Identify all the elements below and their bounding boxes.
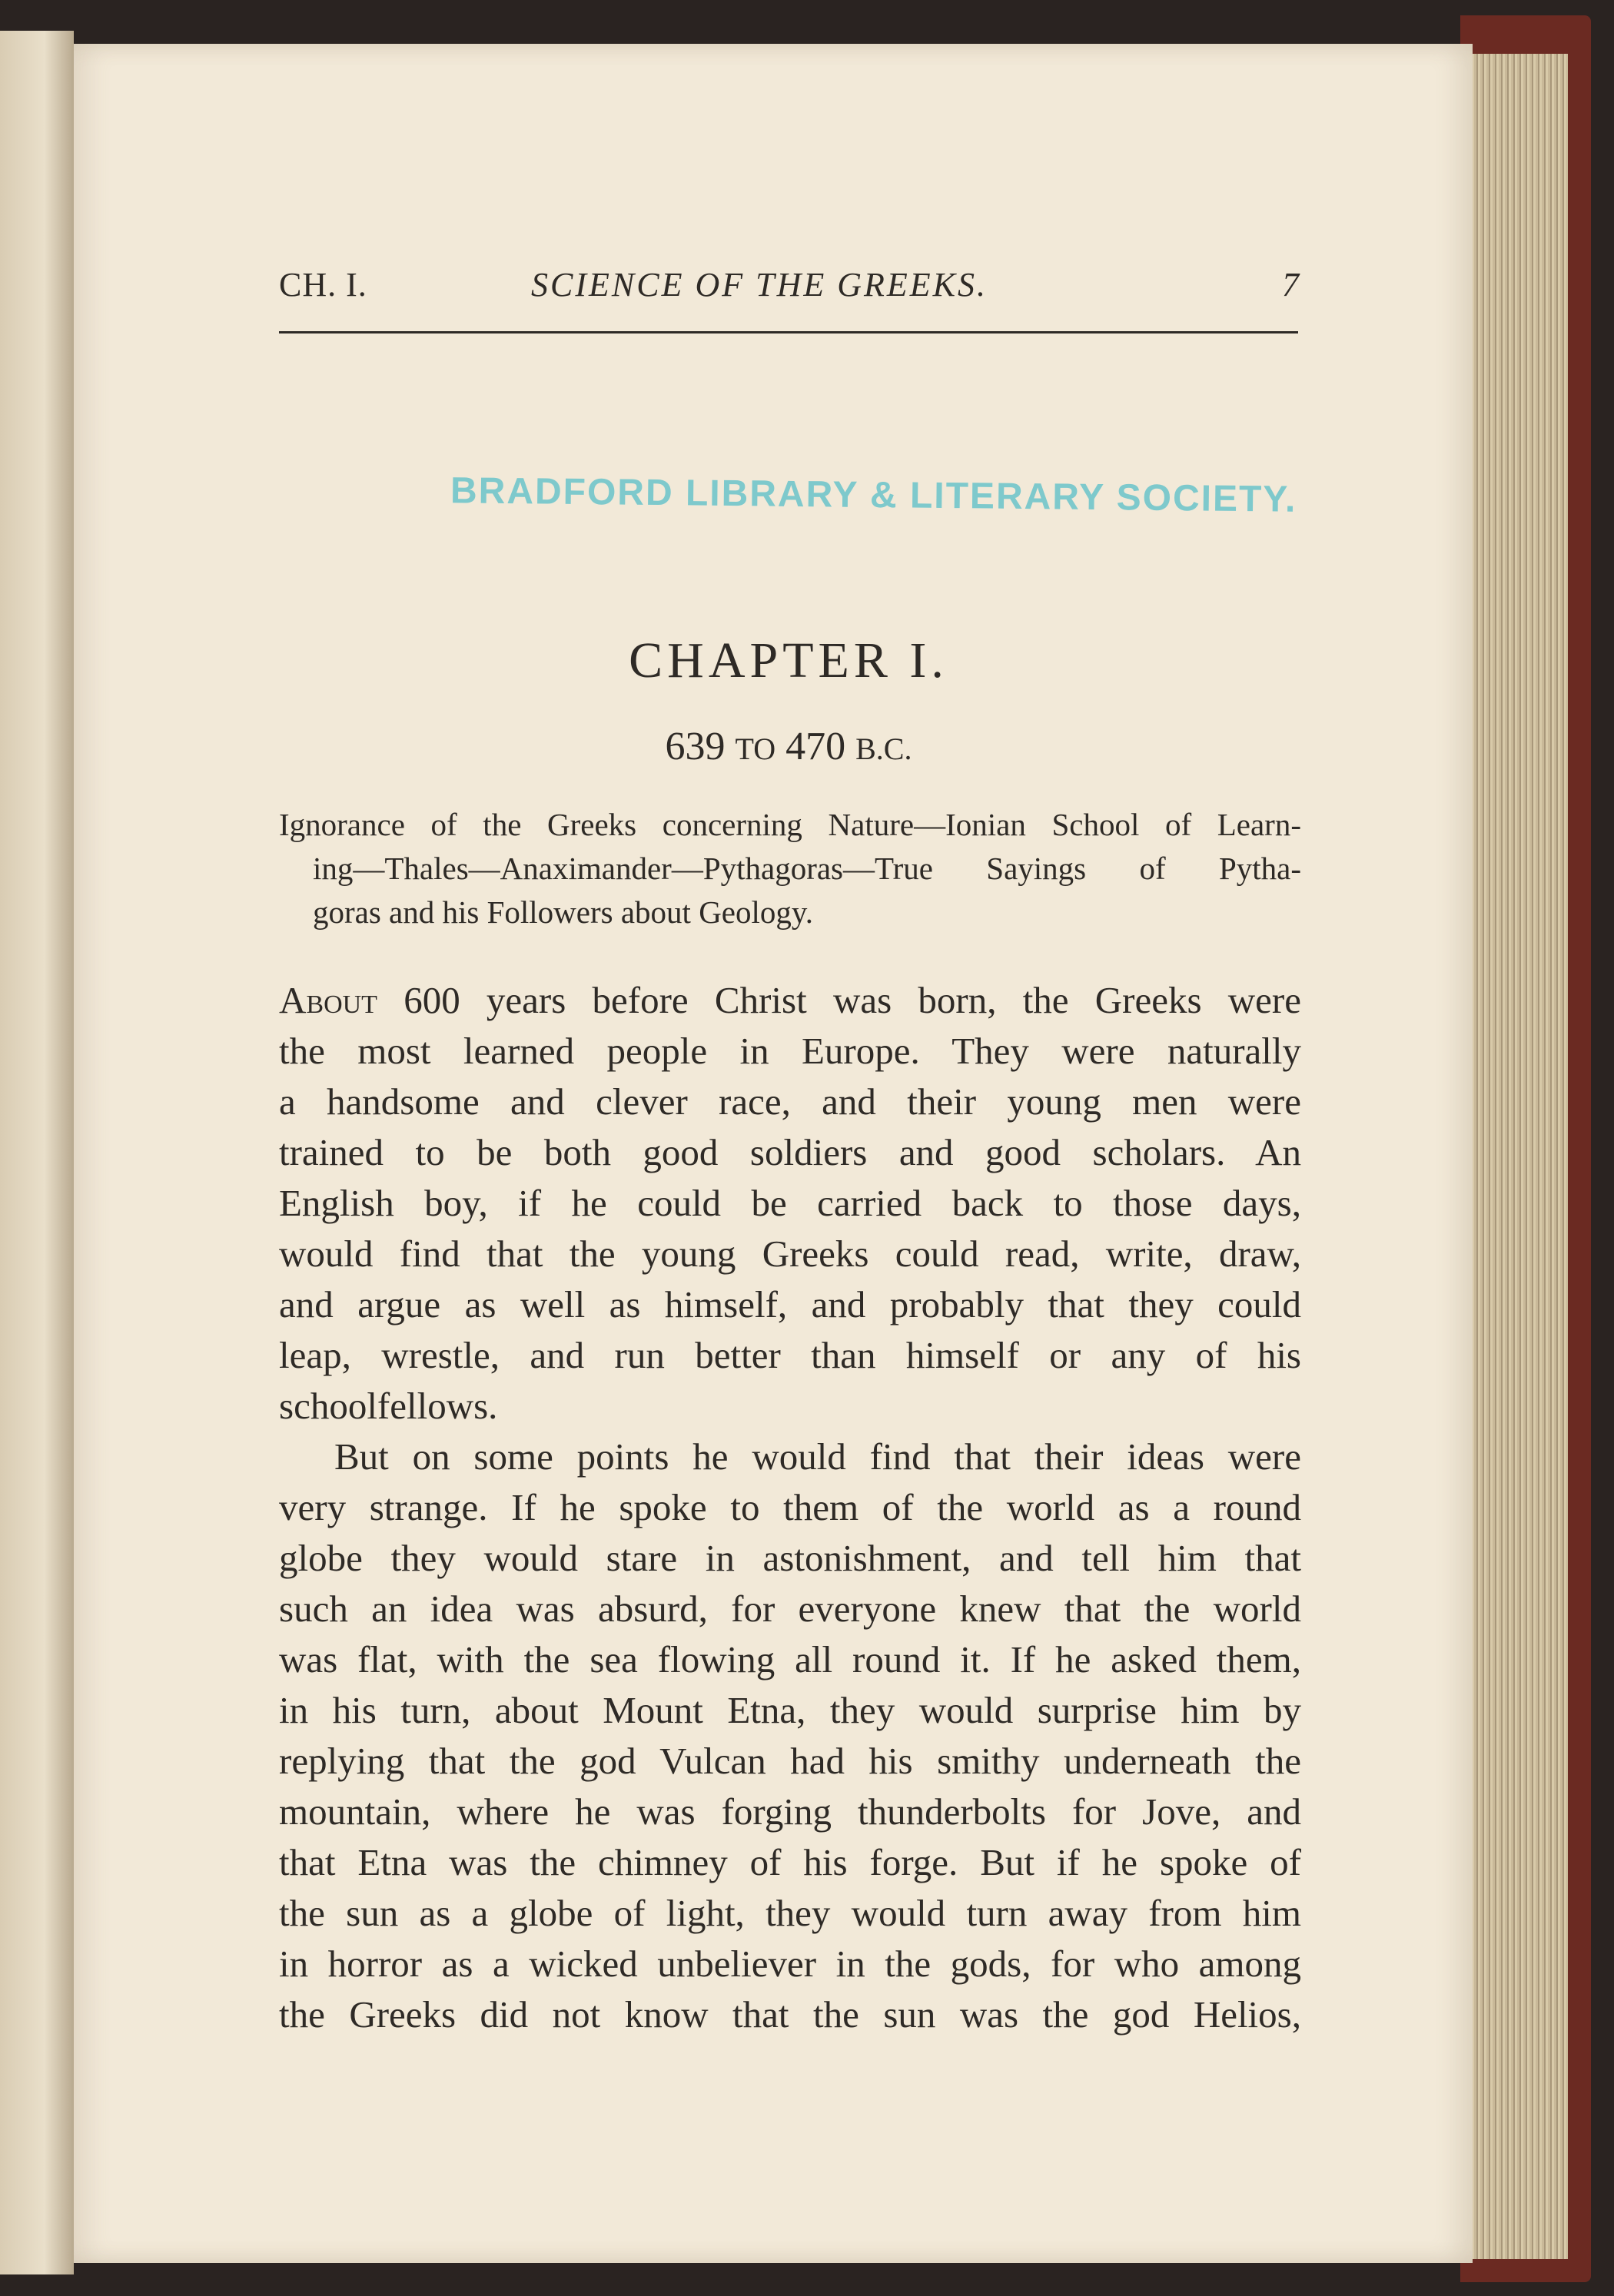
body-line: globe they would stare in astonishment, and tell him that <box>279 1537 1301 1579</box>
body-line: such an idea was absurd, for everyone knew that the world <box>279 1588 1301 1630</box>
body-line: replying that the god Vulcan had his smithy underneath the <box>279 1740 1301 1782</box>
body-line: leap, wrestle, and run better than himself or any of his <box>279 1334 1301 1376</box>
date-start: 639 <box>665 725 726 768</box>
body-line <box>279 975 1301 1026</box>
body-text <box>279 975 1301 2040</box>
chapter-dates <box>74 724 1503 769</box>
body-line: would find that the young Greeks could read, write, draw, <box>279 1233 1301 1275</box>
body-line: the sun as a globe of light, they would turn away from him <box>279 1892 1301 1934</box>
body-line: that Etna was the chimney of his forge. But if he spoke of <box>279 1841 1301 1883</box>
body-line: very strange. If he spoke to them of the world as a round <box>279 1486 1301 1528</box>
body-line: a handsome and clever race, and their young men were <box>279 1080 1301 1123</box>
date-end: 470 <box>785 725 846 768</box>
body-line: the Greeks did not know that the sun was the god Helios, <box>279 1993 1301 2036</box>
library-stamp: BRADFORD LIBRARY & LITERARY SOCIETY. <box>450 470 1297 520</box>
body-line: English boy, if he could be carried back to those days, <box>279 1182 1301 1224</box>
chapter-summary <box>279 803 1301 934</box>
body-line: trained to be both good soldiers and good scholars. An <box>279 1131 1301 1173</box>
body-line: But on some points he would find that their ideas were <box>334 1435 1301 1478</box>
summary-line: ing—Thales—Anaximander—Pythagoras—True Sayings of Pytha- <box>313 851 1301 886</box>
body-line: was flat, with the sea flowing all round it. If he asked them, <box>279 1638 1301 1681</box>
body-line: mountain, where he was forging thunderbolts for Jove, and <box>279 1790 1301 1833</box>
body-line: in horror as a wicked unbeliever in the gods, for who among <box>279 1943 1301 1985</box>
body-line-text: 600 years before Christ was born, the Greeks were <box>377 979 1301 1021</box>
lead-word: About <box>279 979 377 1021</box>
body-line: the most learned people in Europe. They were naturally <box>279 1030 1301 1072</box>
body-line: in his turn, about Mount Etna, they would surprise him by <box>279 1689 1301 1731</box>
date-to: TO <box>735 732 776 766</box>
header-rule <box>279 331 1298 333</box>
date-era: B.C. <box>855 732 912 766</box>
facing-page-edge <box>0 31 74 2274</box>
body-line: and argue as well as himself, and probably that they could <box>279 1283 1301 1326</box>
book-page <box>74 44 1473 2263</box>
chapter-reference: CH. I. <box>279 266 367 304</box>
page-number: 7 <box>1282 266 1299 304</box>
body-line: schoolfellows. <box>279 1385 498 1427</box>
summary-line: Ignorance of the Greeks concerning Nature—Ionian School of Learn- <box>279 807 1301 842</box>
running-title: SCIENCE OF THE GREEKS. <box>531 266 988 304</box>
page-edges <box>1468 54 1568 2259</box>
chapter-title: CHAPTER I. <box>629 632 948 688</box>
summary-line: goras and his Followers about Geology. <box>313 894 813 930</box>
